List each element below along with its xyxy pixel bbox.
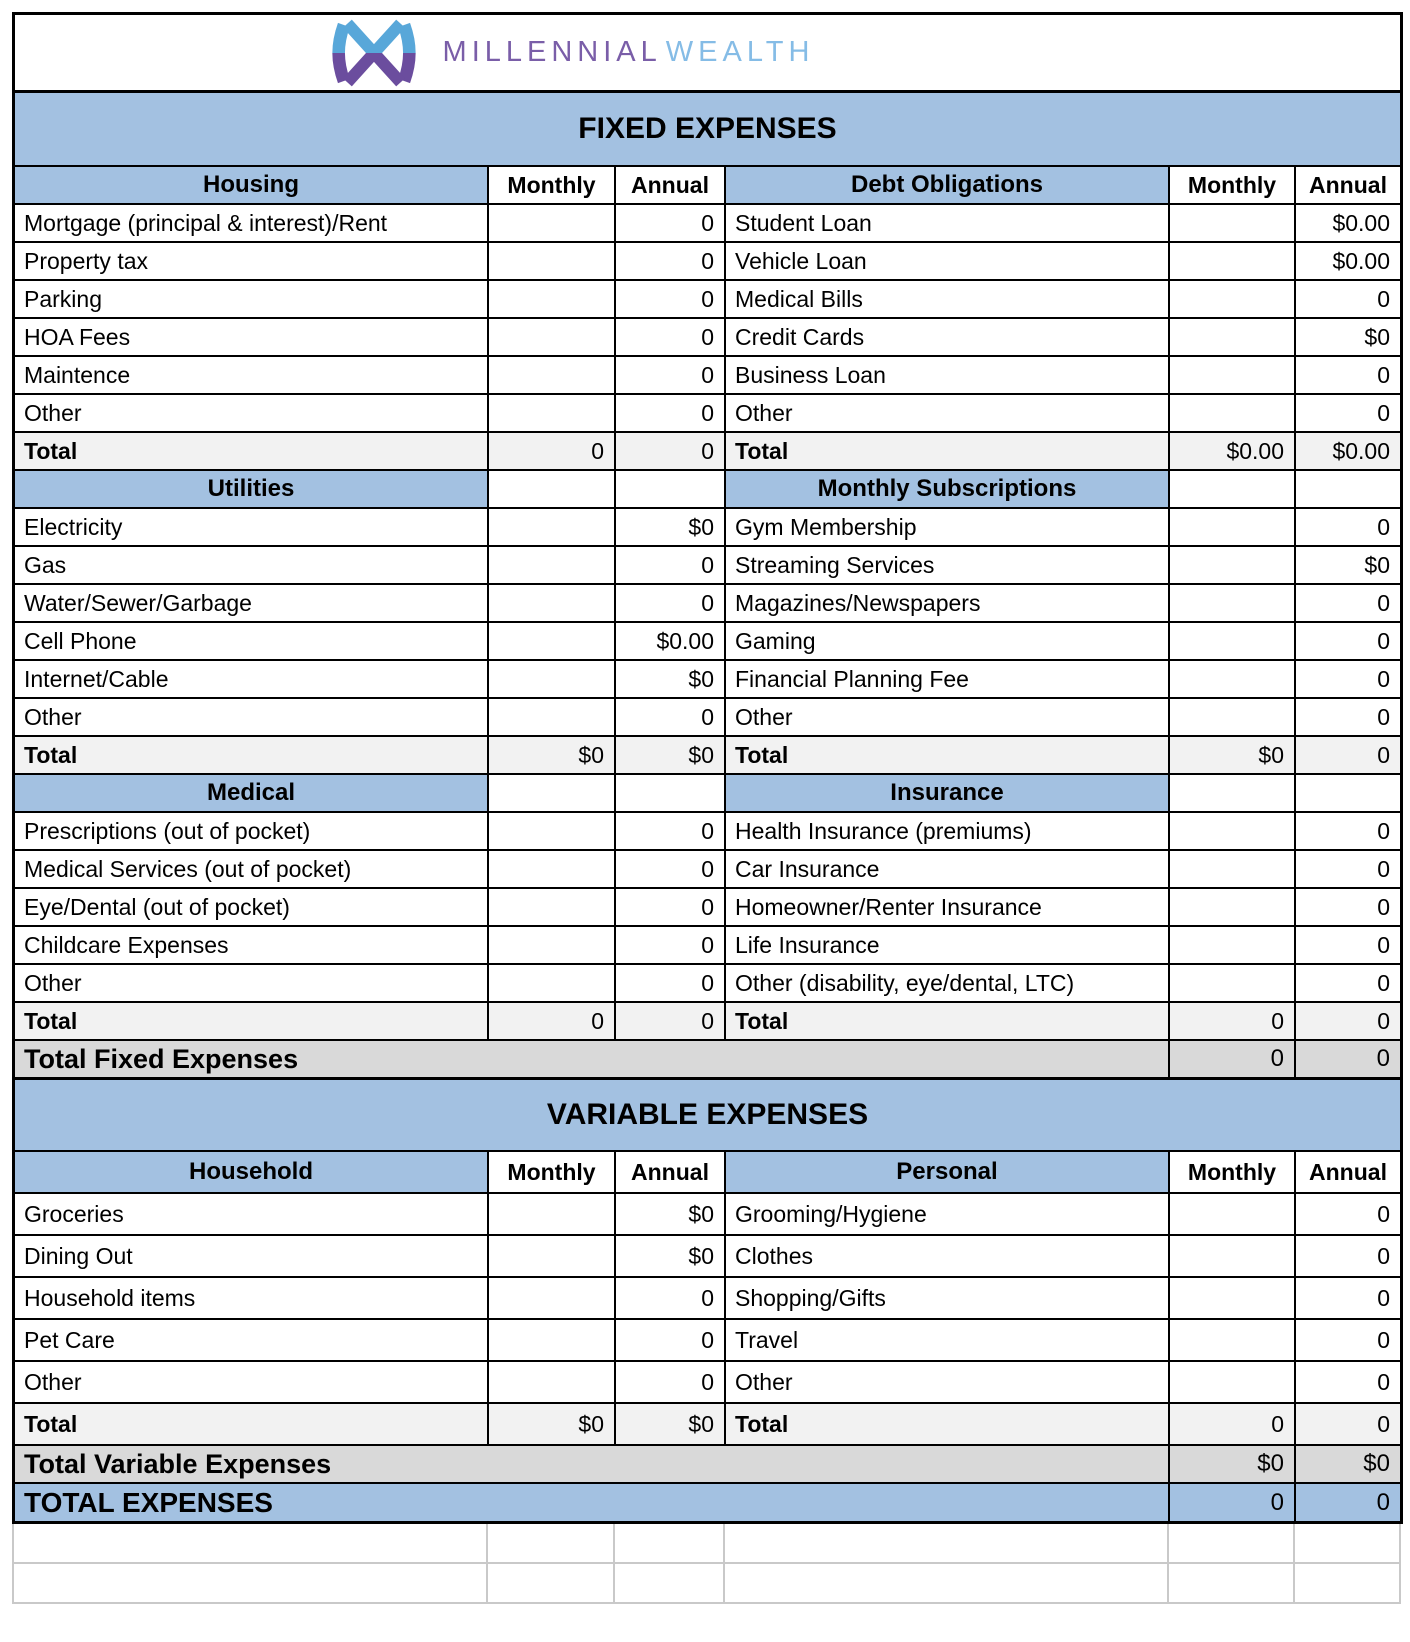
empty-cell (1169, 1524, 1295, 1562)
item-monthly-cell (489, 1194, 616, 1234)
item-annual-cell: 0 (1296, 813, 1400, 849)
item-annual-cell: 0 (1296, 1320, 1400, 1360)
table-row (15, 547, 1400, 585)
column-header-monthly: Monthly (489, 167, 616, 203)
item-monthly-cell (489, 1278, 616, 1318)
table-row (15, 243, 1400, 281)
section-total-row (15, 1404, 1400, 1446)
item-monthly-cell (1170, 547, 1296, 583)
total-label-cell: Total (15, 1404, 489, 1444)
item-label-cell: Life Insurance (726, 927, 1170, 963)
item-label-cell: Other (15, 965, 489, 1001)
item-label-cell: Other (726, 1362, 1170, 1402)
item-label-cell: Other (disability, eye/dental, LTC) (726, 965, 1170, 1001)
section-title-cell: Household (15, 1152, 489, 1192)
item-annual-cell: 0 (616, 205, 726, 241)
column-header-annual (1296, 775, 1400, 811)
item-label-cell: Eye/Dental (out of pocket) (15, 889, 489, 925)
item-monthly-cell (1170, 927, 1296, 963)
item-label-cell: Household items (15, 1278, 489, 1318)
total-fixed-expenses-row (15, 1041, 1400, 1080)
item-annual-cell: 0 (1296, 889, 1400, 925)
total-label-cell: Total (15, 1003, 489, 1039)
table-row (15, 319, 1400, 357)
item-label-cell: HOA Fees (15, 319, 489, 355)
column-header-monthly: Monthly (489, 1152, 616, 1192)
item-monthly-cell (1170, 1278, 1296, 1318)
total-annual-cell: 0 (616, 1003, 726, 1039)
item-monthly-cell (489, 1362, 616, 1402)
total-variable-expenses-annual: $0 (1296, 1446, 1400, 1482)
item-label-cell: Gas (15, 547, 489, 583)
item-label-cell: Financial Planning Fee (726, 661, 1170, 697)
item-annual-cell: $0 (616, 1236, 726, 1276)
total-monthly-cell: 0 (1170, 1003, 1296, 1039)
table-row (15, 699, 1400, 737)
item-label-cell: Other (15, 1362, 489, 1402)
item-monthly-cell (1170, 395, 1296, 431)
variable-expenses-body (15, 1152, 1400, 1446)
total-annual-cell: 0 (1296, 1404, 1400, 1444)
item-annual-cell: 0 (1296, 1362, 1400, 1402)
item-label-cell: Clothes (726, 1236, 1170, 1276)
item-monthly-cell (489, 889, 616, 925)
total-expenses-monthly: 0 (1170, 1484, 1296, 1521)
item-label-cell: Car Insurance (726, 851, 1170, 887)
item-label-cell: Travel (726, 1320, 1170, 1360)
total-fixed-expenses-label: Total Fixed Expenses (15, 1041, 1170, 1077)
empty-cell (14, 1524, 488, 1562)
item-label-cell: Medical Bills (726, 281, 1170, 317)
item-monthly-cell (1170, 623, 1296, 659)
item-label-cell: Other (15, 395, 489, 431)
item-annual-cell: 0 (616, 927, 726, 963)
item-monthly-cell (489, 395, 616, 431)
item-label-cell: Medical Services (out of pocket) (15, 851, 489, 887)
item-label-cell: Health Insurance (premiums) (726, 813, 1170, 849)
item-label-cell: Streaming Services (726, 547, 1170, 583)
empty-cell (488, 1524, 615, 1562)
empty-cell (615, 1564, 725, 1602)
section-total-row (15, 737, 1400, 775)
item-monthly-cell (489, 927, 616, 963)
table-row (15, 205, 1400, 243)
item-label-cell: Childcare Expenses (15, 927, 489, 963)
total-label-cell: Total (726, 433, 1170, 469)
section-title-cell: Utilities (15, 471, 489, 507)
item-annual-cell: $0 (1296, 547, 1400, 583)
item-label-cell: Other (15, 699, 489, 735)
table-row (15, 813, 1400, 851)
table-row (15, 509, 1400, 547)
empty-cell (725, 1524, 1169, 1562)
item-annual-cell: 0 (616, 243, 726, 279)
table-row (15, 1320, 1400, 1362)
item-label-cell: Prescriptions (out of pocket) (15, 813, 489, 849)
empty-cell (1295, 1524, 1399, 1562)
total-annual-cell: $0.00 (1296, 433, 1400, 469)
section-title-cell: Monthly Subscriptions (726, 471, 1170, 507)
column-header-annual: Annual (1296, 167, 1400, 203)
item-monthly-cell (489, 243, 616, 279)
table-row (15, 927, 1400, 965)
column-header-annual: Annual (616, 1152, 726, 1192)
item-monthly-cell (1170, 281, 1296, 317)
table-row (15, 281, 1400, 319)
item-monthly-cell (489, 281, 616, 317)
section-header-row (15, 167, 1400, 205)
section-total-row (15, 433, 1400, 471)
item-monthly-cell (489, 965, 616, 1001)
item-annual-cell: 0 (616, 965, 726, 1001)
column-header-monthly: Monthly (1170, 1152, 1296, 1192)
item-label-cell: Parking (15, 281, 489, 317)
millennial-wealth-logo (321, 18, 815, 88)
total-annual-cell: 0 (1296, 1003, 1400, 1039)
table-row (15, 965, 1400, 1003)
column-header-annual: Annual (616, 167, 726, 203)
total-variable-expenses-row (15, 1446, 1400, 1484)
table-row (15, 1194, 1400, 1236)
item-label-cell: Dining Out (15, 1236, 489, 1276)
column-header-monthly: Monthly (1170, 167, 1296, 203)
item-monthly-cell (1170, 661, 1296, 697)
total-expenses-label: TOTAL EXPENSES (15, 1484, 1170, 1521)
total-annual-cell: $0 (616, 1404, 726, 1444)
item-annual-cell: $0.00 (616, 623, 726, 659)
item-annual-cell: $0.00 (1296, 243, 1400, 279)
item-annual-cell: 0 (616, 319, 726, 355)
empty-row (14, 1564, 1399, 1604)
item-monthly-cell (1170, 243, 1296, 279)
total-annual-cell: 0 (1296, 737, 1400, 773)
item-monthly-cell (1170, 205, 1296, 241)
item-monthly-cell (489, 319, 616, 355)
total-monthly-cell: $0 (489, 1404, 616, 1444)
budget-worksheet (12, 12, 1403, 1604)
item-annual-cell: 0 (1296, 699, 1400, 735)
table-row (15, 357, 1400, 395)
item-label-cell: Magazines/Newspapers (726, 585, 1170, 621)
item-annual-cell: 0 (616, 585, 726, 621)
section-header-row (15, 1152, 1400, 1194)
item-annual-cell: 0 (616, 699, 726, 735)
item-monthly-cell (1170, 699, 1296, 735)
item-label-cell: Shopping/Gifts (726, 1278, 1170, 1318)
item-monthly-cell (489, 357, 616, 393)
item-label-cell: Credit Cards (726, 319, 1170, 355)
item-label-cell: Other (726, 395, 1170, 431)
table-row (15, 1362, 1400, 1404)
column-header-monthly (489, 775, 616, 811)
item-annual-cell: 0 (1296, 357, 1400, 393)
item-annual-cell: 0 (1296, 509, 1400, 545)
item-label-cell: Gym Membership (726, 509, 1170, 545)
total-expenses-annual: 0 (1296, 1484, 1400, 1521)
section-total-row (15, 1003, 1400, 1041)
item-monthly-cell (1170, 319, 1296, 355)
item-monthly-cell (489, 661, 616, 697)
item-monthly-cell (489, 509, 616, 545)
section-header-row (15, 775, 1400, 813)
item-annual-cell: 0 (1296, 965, 1400, 1001)
item-annual-cell: $0.00 (1296, 205, 1400, 241)
total-annual-cell: $0 (616, 737, 726, 773)
table-row (15, 661, 1400, 699)
column-header-monthly (1170, 775, 1296, 811)
empty-cell (615, 1524, 725, 1562)
item-annual-cell: 0 (1296, 851, 1400, 887)
item-monthly-cell (1170, 1236, 1296, 1276)
item-annual-cell: 0 (1296, 661, 1400, 697)
total-monthly-cell: $0 (489, 737, 616, 773)
total-variable-expenses-label: Total Variable Expenses (15, 1446, 1170, 1482)
table-row (15, 889, 1400, 927)
item-monthly-cell (489, 547, 616, 583)
total-monthly-cell: 0 (489, 433, 616, 469)
item-monthly-cell (489, 813, 616, 849)
fixed-expenses-banner: FIXED EXPENSES (15, 93, 1400, 167)
logo-wordmark (443, 36, 815, 69)
total-annual-cell: 0 (616, 433, 726, 469)
item-annual-cell: 0 (1296, 927, 1400, 963)
logo-row (15, 15, 1400, 93)
total-expenses-row (15, 1484, 1400, 1524)
item-monthly-cell (489, 585, 616, 621)
item-monthly-cell (1170, 851, 1296, 887)
column-header-monthly (489, 471, 616, 507)
item-monthly-cell (489, 1320, 616, 1360)
item-annual-cell: 0 (616, 1362, 726, 1402)
item-label-cell: Grooming/Hygiene (726, 1194, 1170, 1234)
item-annual-cell: 0 (616, 813, 726, 849)
item-label-cell: Homeowner/Renter Insurance (726, 889, 1170, 925)
item-monthly-cell (1170, 1194, 1296, 1234)
item-annual-cell: 0 (1296, 585, 1400, 621)
item-annual-cell: 0 (616, 281, 726, 317)
item-annual-cell: 0 (1296, 1236, 1400, 1276)
butterfly-mw-monogram-icon (321, 18, 427, 88)
fixed-expenses-body (15, 167, 1400, 1041)
item-annual-cell: 0 (616, 889, 726, 925)
column-header-monthly (1170, 471, 1296, 507)
logo-text-wealth: WEALTH (665, 36, 815, 68)
empty-cell (14, 1564, 488, 1602)
item-monthly-cell (1170, 357, 1296, 393)
item-monthly-cell (1170, 889, 1296, 925)
total-label-cell: Total (726, 1404, 1170, 1444)
item-label-cell: Mortgage (principal & interest)/Rent (15, 205, 489, 241)
item-monthly-cell (1170, 965, 1296, 1001)
item-monthly-cell (1170, 509, 1296, 545)
item-monthly-cell (489, 623, 616, 659)
item-annual-cell: 0 (1296, 1194, 1400, 1234)
empty-cell (725, 1564, 1169, 1602)
empty-cell (488, 1564, 615, 1602)
item-label-cell: Business Loan (726, 357, 1170, 393)
item-monthly-cell (1170, 1362, 1296, 1402)
total-monthly-cell: $0.00 (1170, 433, 1296, 469)
item-label-cell: Other (726, 699, 1170, 735)
total-label-cell: Total (726, 737, 1170, 773)
total-fixed-expenses-annual: 0 (1296, 1041, 1400, 1077)
variable-expenses-banner: VARIABLE EXPENSES (15, 1080, 1400, 1152)
item-monthly-cell (489, 699, 616, 735)
table-row (15, 585, 1400, 623)
empty-cell (1169, 1564, 1295, 1602)
item-annual-cell: 0 (616, 1278, 726, 1318)
total-label-cell: Total (15, 737, 489, 773)
expenses-table (12, 12, 1403, 1524)
item-monthly-cell (489, 205, 616, 241)
empty-row (14, 1524, 1399, 1564)
column-header-annual (1296, 471, 1400, 507)
table-row (15, 1278, 1400, 1320)
item-annual-cell: 0 (616, 357, 726, 393)
item-monthly-cell (489, 851, 616, 887)
item-label-cell: Electricity (15, 509, 489, 545)
total-monthly-cell: 0 (1170, 1404, 1296, 1444)
item-label-cell: Vehicle Loan (726, 243, 1170, 279)
column-header-annual (616, 775, 726, 811)
table-row (15, 623, 1400, 661)
item-label-cell: Cell Phone (15, 623, 489, 659)
logo-text-millennial: MILLENNIAL (442, 36, 662, 68)
item-label-cell: Groceries (15, 1194, 489, 1234)
total-monthly-cell: 0 (489, 1003, 616, 1039)
empty-grid-rows (12, 1524, 1401, 1604)
item-label-cell: Internet/Cable (15, 661, 489, 697)
item-annual-cell: 0 (616, 1320, 726, 1360)
item-label-cell: Pet Care (15, 1320, 489, 1360)
section-title-cell: Debt Obligations (726, 167, 1170, 203)
item-annual-cell: $0 (616, 509, 726, 545)
item-annual-cell: $0 (616, 1194, 726, 1234)
item-label-cell: Water/Sewer/Garbage (15, 585, 489, 621)
total-fixed-expenses-monthly: 0 (1170, 1041, 1296, 1077)
item-monthly-cell (1170, 813, 1296, 849)
item-label-cell: Gaming (726, 623, 1170, 659)
section-header-row (15, 471, 1400, 509)
item-monthly-cell (1170, 1320, 1296, 1360)
item-annual-cell: $0 (1296, 319, 1400, 355)
item-annual-cell: 0 (616, 851, 726, 887)
item-annual-cell: 0 (616, 395, 726, 431)
total-label-cell: Total (726, 1003, 1170, 1039)
item-annual-cell: 0 (1296, 281, 1400, 317)
item-annual-cell: 0 (1296, 1278, 1400, 1318)
table-row (15, 395, 1400, 433)
section-title-cell: Personal (726, 1152, 1170, 1192)
item-annual-cell: 0 (616, 547, 726, 583)
section-title-cell: Housing (15, 167, 489, 203)
empty-cell (1295, 1564, 1399, 1602)
item-label-cell: Property tax (15, 243, 489, 279)
item-monthly-cell (1170, 585, 1296, 621)
section-title-cell: Medical (15, 775, 489, 811)
total-variable-expenses-monthly: $0 (1170, 1446, 1296, 1482)
item-annual-cell: 0 (1296, 395, 1400, 431)
column-header-annual: Annual (1296, 1152, 1400, 1192)
item-monthly-cell (489, 1236, 616, 1276)
item-label-cell: Student Loan (726, 205, 1170, 241)
column-header-annual (616, 471, 726, 507)
table-row (15, 1236, 1400, 1278)
item-annual-cell: 0 (1296, 623, 1400, 659)
total-monthly-cell: $0 (1170, 737, 1296, 773)
table-row (15, 851, 1400, 889)
total-label-cell: Total (15, 433, 489, 469)
item-label-cell: Maintence (15, 357, 489, 393)
item-annual-cell: $0 (616, 661, 726, 697)
section-title-cell: Insurance (726, 775, 1170, 811)
